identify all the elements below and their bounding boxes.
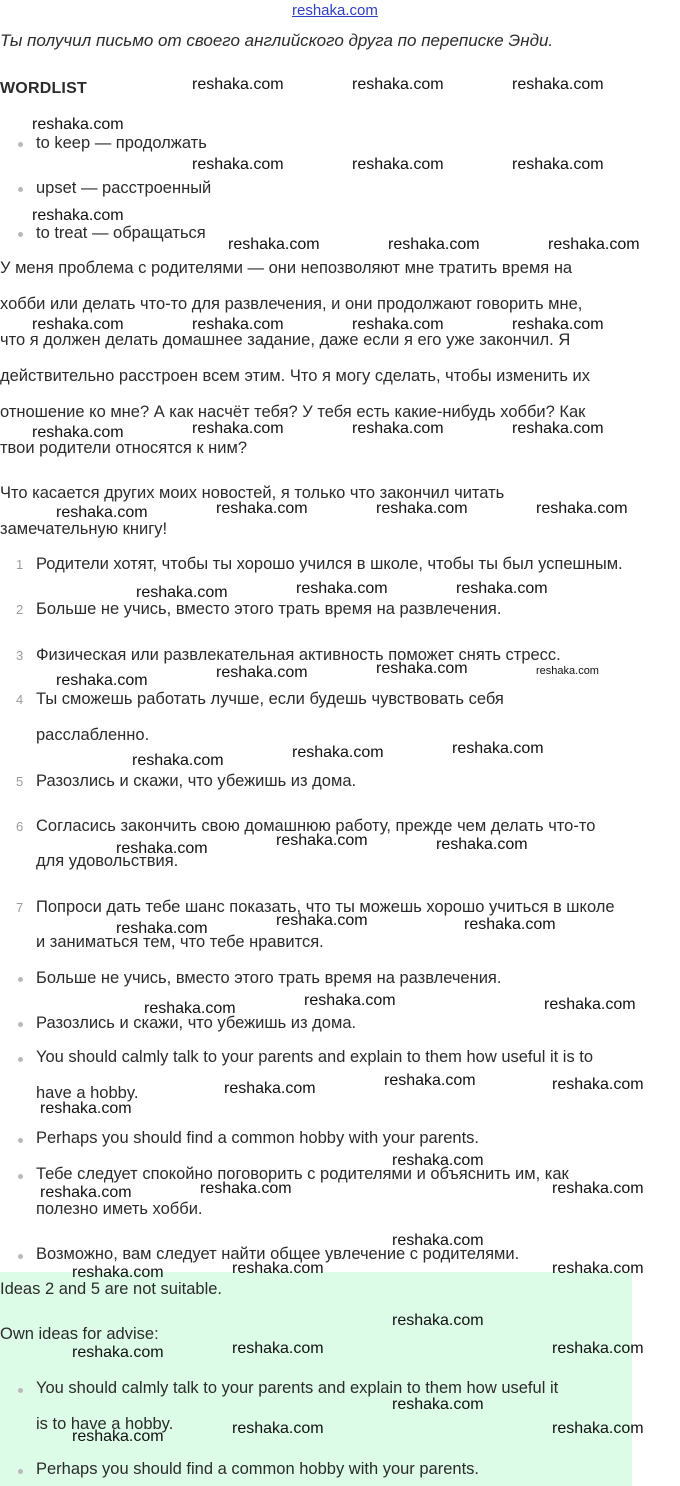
watermark: reshaka.com: [352, 76, 444, 93]
idea-text: Согласись закончить свою домашнюю работу, прежде чем делать что-то: [36, 817, 596, 835]
watermark: reshaka.com: [296, 580, 388, 597]
watermark: reshaka.com: [132, 752, 224, 769]
watermark: reshaka.com: [32, 316, 124, 333]
watermark: reshaka.com: [392, 1152, 484, 1169]
watermark: reshaka.com: [552, 1420, 644, 1437]
watermark: reshaka.com: [512, 316, 604, 333]
idea-text: Родители хотят, чтобы ты хорошо учился в школе, чтобы ты был успешным.: [36, 555, 623, 573]
letter-news-line: замечательную книгу!: [0, 520, 168, 538]
watermark: reshaka.com: [192, 76, 284, 93]
watermark: reshaka.com: [232, 1420, 324, 1437]
watermark: reshaka.com: [276, 832, 368, 849]
bullet: [18, 1469, 23, 1474]
watermark: reshaka.com: [116, 920, 208, 937]
letter-news-line: Что касается других моих новостей, я только что закончил читать: [0, 484, 505, 502]
watermark: reshaka.com: [548, 236, 640, 253]
watermark: reshaka.com: [536, 665, 599, 677]
watermark: reshaka.com: [392, 1312, 484, 1329]
bullet-text: Тебе следует спокойно поговорить с родителями и объяснить им, как: [36, 1165, 569, 1183]
wordlist-item: upset — расстроенный: [36, 179, 212, 197]
watermark: reshaka.com: [228, 236, 320, 253]
idea-text: расслабленно.: [36, 726, 150, 744]
watermark: reshaka.com: [224, 1080, 316, 1097]
watermark: reshaka.com: [216, 664, 308, 681]
watermark: reshaka.com: [32, 424, 124, 441]
watermark: reshaka.com: [552, 1340, 644, 1357]
idea-number: 6: [16, 819, 24, 834]
watermark: reshaka.com: [512, 76, 604, 93]
idea-text: Разозлись и скажи, что убежишь из дома.: [36, 772, 357, 790]
bullet: [18, 1057, 23, 1062]
bullet-text: You should calmly talk to your parents and explain to them how useful it is to: [36, 1048, 594, 1066]
bullet: [18, 1174, 23, 1179]
watermark: reshaka.com: [56, 504, 148, 521]
watermark: reshaka.com: [192, 420, 284, 437]
idea-number: 7: [16, 900, 24, 915]
watermark: reshaka.com: [32, 207, 124, 224]
watermark: reshaka.com: [352, 420, 444, 437]
bullet: [18, 1022, 23, 1027]
watermark: reshaka.com: [536, 500, 628, 517]
bullet-text: have a hobby.: [36, 1084, 139, 1102]
bullet: [18, 1254, 23, 1259]
watermark: reshaka.com: [116, 840, 208, 857]
watermark: reshaka.com: [144, 1000, 236, 1017]
watermark: reshaka.com: [552, 1260, 644, 1277]
idea-number: 2: [16, 602, 24, 617]
wordlist-title: WORDLIST: [0, 80, 87, 97]
watermark: reshaka.com: [392, 1232, 484, 1249]
bullet: [18, 187, 23, 192]
watermark: reshaka.com: [352, 316, 444, 333]
letter-line: хобби или делать что-то для развлечения, и они продолжают говорить мне,: [0, 295, 583, 313]
watermark: reshaka.com: [376, 660, 468, 677]
watermark: reshaka.com: [192, 316, 284, 333]
watermark: reshaka.com: [552, 1180, 644, 1197]
watermark: reshaka.com: [388, 236, 480, 253]
bullet: [18, 232, 23, 237]
watermark: reshaka.com: [56, 672, 148, 689]
idea-text: для удовольствия.: [36, 852, 179, 870]
bullet: [18, 142, 23, 147]
idea-number: 4: [16, 692, 24, 707]
watermark: reshaka.com: [456, 580, 548, 597]
watermark: reshaka.com: [32, 116, 124, 133]
watermark: reshaka.com: [232, 1340, 324, 1357]
watermark: reshaka.com: [72, 1344, 164, 1361]
watermark: reshaka.com: [40, 1100, 132, 1117]
wordlist-item: to keep — продолжать: [36, 134, 207, 152]
answer-item: is to have a hobby.: [36, 1415, 174, 1433]
watermark: reshaka.com: [216, 500, 308, 517]
answer-item: You should calmly talk to your parents and explain to them how useful it: [36, 1379, 559, 1397]
watermark: reshaka.com: [352, 156, 444, 173]
site-link[interactable]: reshaka.com: [292, 2, 378, 19]
bullet: [18, 1388, 23, 1393]
watermark: reshaka.com: [452, 740, 544, 757]
watermark: reshaka.com: [72, 1428, 164, 1445]
letter-line: твои родители относятся к ним?: [0, 439, 248, 457]
watermark: reshaka.com: [512, 156, 604, 173]
watermark: reshaka.com: [512, 420, 604, 437]
intro-text: Ты получил письмо от своего английского друга по переписке Энди.: [0, 31, 554, 50]
idea-text: Больше не учись, вместо этого трать время на развлечения.: [36, 600, 502, 618]
bullet: [18, 1138, 23, 1143]
letter-line: отношение ко мне? А как насчёт тебя? У тебя есть какие-нибудь хобби? Как: [0, 403, 586, 421]
answer-not-suitable: Ideas 2 and 5 are not suitable.: [0, 1280, 222, 1298]
watermark: reshaka.com: [384, 1072, 476, 1089]
idea-text: и заниматься тем, что тебе нравится.: [36, 933, 324, 951]
answer-item: Perhaps you should find a common hobby with your parents.: [36, 1460, 480, 1478]
bullet-text: Разозлись и скажи, что убежишь из дома.: [36, 1014, 357, 1032]
idea-number: 3: [16, 648, 24, 663]
bullet-text: Perhaps you should find a common hobby with your parents.: [36, 1129, 480, 1147]
watermark: reshaka.com: [304, 992, 396, 1009]
watermark: reshaka.com: [40, 1184, 132, 1201]
watermark: reshaka.com: [376, 500, 468, 517]
letter-line: что я должен делать домашнее задание, даже если я его уже закончил. Я: [0, 331, 571, 349]
idea-text: Ты сможешь работать лучше, если будешь чувствовать себя: [36, 690, 504, 708]
watermark: reshaka.com: [436, 836, 528, 853]
watermark: reshaka.com: [552, 1076, 644, 1093]
bullet-text: полезно иметь хобби.: [36, 1200, 203, 1218]
watermark: reshaka.com: [200, 1180, 292, 1197]
letter-line: действительно расстроен всем этим. Что я могу сделать, чтобы изменить их: [0, 367, 590, 385]
answer-own-ideas-label: Own ideas for advise:: [0, 1325, 159, 1343]
idea-text: Физическая или развлекательная активность поможет снять стресс.: [36, 646, 561, 664]
watermark: reshaka.com: [544, 996, 636, 1013]
idea-number: 5: [16, 774, 24, 789]
watermark: reshaka.com: [136, 584, 228, 601]
letter-line: У меня проблема с родителями — они непозволяют мне тратить время на: [0, 259, 573, 277]
wordlist-item: to treat — обращаться: [36, 224, 206, 242]
bullet-text: Возможно, вам следует найти общее увлечение с родителями.: [36, 1245, 520, 1263]
watermark: reshaka.com: [464, 916, 556, 933]
watermark: reshaka.com: [292, 744, 384, 761]
bullet: [18, 977, 23, 982]
watermark: reshaka.com: [276, 912, 368, 929]
watermark: reshaka.com: [232, 1260, 324, 1277]
watermark: reshaka.com: [392, 1396, 484, 1413]
bullet-text: Больше не учись, вместо этого трать время на развлечения.: [36, 969, 502, 987]
watermark: reshaka.com: [192, 156, 284, 173]
watermark: reshaka.com: [72, 1264, 164, 1281]
idea-number: 1: [16, 557, 24, 572]
idea-text: Попроси дать тебе шанс показать, что ты можешь хорошо учиться в школе: [36, 898, 615, 916]
